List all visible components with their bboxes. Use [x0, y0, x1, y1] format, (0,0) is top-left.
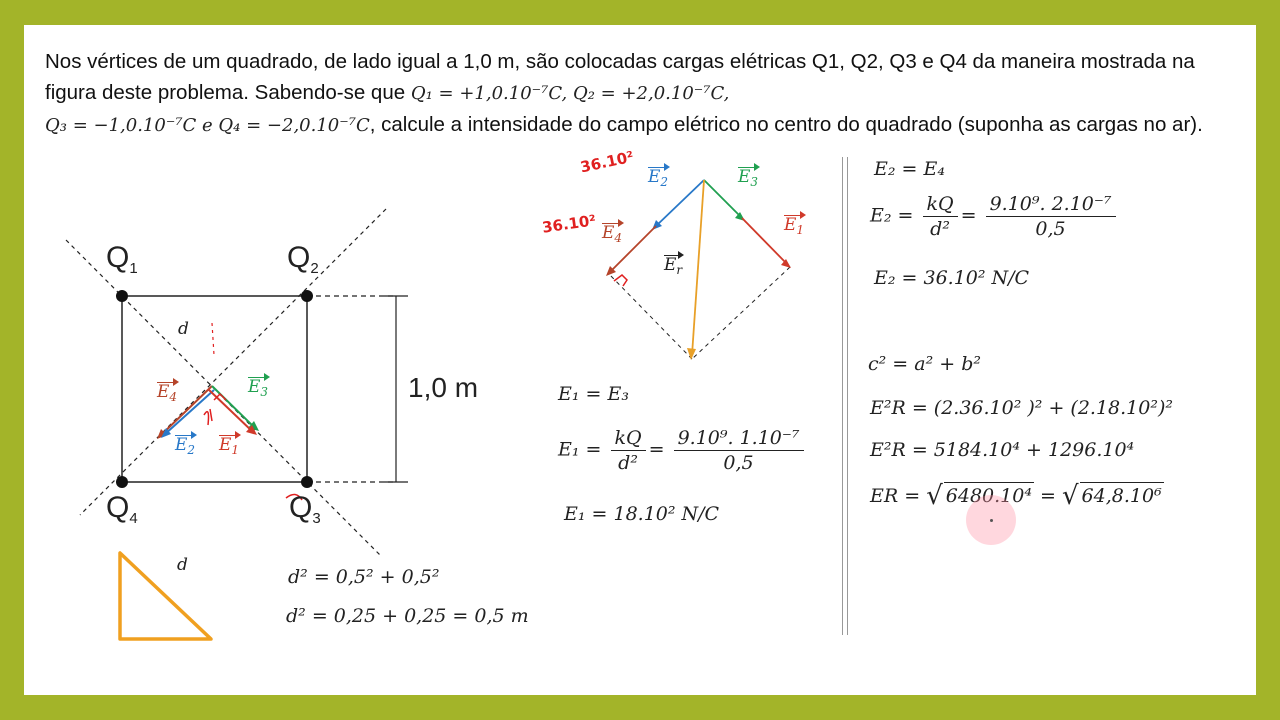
triangle-shape	[120, 553, 211, 639]
er-eq: =	[1040, 485, 1056, 507]
dash-mark	[212, 323, 214, 355]
e1-calc-line3: E₁ = 18.10² N/C	[564, 503, 720, 525]
diag-label-e1: $E_1$	[784, 215, 805, 237]
problem-text-2: , calcule a intensidade do campo elétrico no centro do quadrado (suponha as cargas no ar).	[369, 113, 1203, 136]
diag-vector-er	[692, 180, 704, 355]
q2-expression: Q₂ = +2,0.10⁻⁷C,	[572, 83, 730, 104]
annot-36-top: 36.10²	[578, 147, 636, 177]
label-e1: $E_1$	[219, 435, 240, 457]
side-length-label: 1,0 m	[408, 372, 479, 403]
e2-num2: 9.10⁹. 2.10⁻⁷	[986, 193, 1116, 217]
e2-lhs: E₂ =	[870, 204, 914, 227]
er-root2: 64,8.10⁶	[1080, 482, 1164, 507]
charge-q1	[116, 290, 128, 302]
problem-text-1: Nos vértices de um quadrado, de lado igual a 1,0 m, são colocadas cargas elétricas Q1, Q2, Q3 e Q4 da maneira mostrada na figura deste problema. Sabendo-se que	[45, 50, 1195, 104]
label-e2: $E_2$	[175, 435, 196, 457]
e2-den1: d²	[930, 218, 950, 240]
e1-num2: 9.10⁹. 1.10⁻⁷	[674, 427, 804, 451]
side-dimension	[307, 296, 408, 482]
d-calc-line2: d² = 0,25 + 0,25 = 0,5 m	[286, 605, 529, 627]
e2-calc-line1: E₂ = E₄	[874, 158, 945, 180]
q3-q4-expression: Q₃ = −1,0.10⁻⁷C e Q₄ = −2,0.10⁻⁷C	[45, 115, 370, 136]
divider-line	[842, 157, 848, 635]
e1-calc-line1: E₁ = E₃	[558, 383, 629, 405]
square-figure	[24, 25, 1256, 695]
sqrt-symbol-1: √	[926, 481, 943, 511]
diag-label-e4: $E_4$	[602, 223, 623, 245]
e1-calc-line2: E₁ = $\frac{kQ}{\text{d²}}$ = $\frac{\text{9.10⁹. 1.10⁻⁷}}{0,5}$	[558, 427, 807, 474]
label-q4: $Q_4$	[106, 491, 138, 527]
label-q2: $Q_2$	[287, 241, 319, 277]
diag-vector-e3	[704, 180, 742, 218]
e1-den2: 0,5	[723, 452, 754, 474]
q1-expression: Q₁ = +1,0.10⁻⁷C,	[410, 83, 573, 104]
diag-label-e3: $E_3$	[738, 167, 759, 189]
label-q1: $Q_1$	[106, 241, 138, 277]
slide	[24, 25, 1256, 695]
label-e4: $E_4$	[157, 382, 178, 404]
sqrt-symbol-2: √	[1061, 481, 1079, 511]
d-calc-line1: d² = 0,5² + 0,5²	[288, 566, 440, 588]
vector-diagram-lines	[606, 180, 791, 360]
charge-q2	[301, 290, 313, 302]
diag-label-er: $E_r$	[664, 255, 683, 277]
er-calc-line4	[870, 481, 1164, 511]
diagonal-label: d	[178, 319, 189, 339]
e1-den1: d²	[618, 452, 638, 474]
diag-vector-e1	[742, 218, 788, 265]
diag-label-e2: $E_2$	[648, 167, 669, 189]
annot-36-left: 36.10²	[541, 211, 598, 237]
charge-q3	[301, 476, 313, 488]
e2-num1: kQ	[923, 193, 958, 217]
e2-calc-line2: E₂ = $\frac{kQ}{\text{d²}}$ = $\frac{\text{9.10⁹. 2.10⁻⁷}}{0,5}$	[870, 193, 1119, 240]
label-q3: $Q_3$	[289, 491, 321, 527]
e1-num1: kQ	[611, 427, 646, 451]
label-e3: $E_3$	[248, 377, 269, 399]
e2-den2: 0,5	[1035, 218, 1066, 240]
er-calc-line2: E²R = (2.36.10² )² + (2.18.10²)²	[870, 397, 1173, 419]
er-calc-line1: c² = a² + b²	[868, 353, 981, 375]
er-root1: 6480.10⁴	[944, 482, 1034, 507]
er-calc-line3: E²R = 5184.10⁴ + 1296.10⁴	[870, 439, 1135, 461]
e1-lhs: E₁ =	[558, 438, 602, 461]
charge-q4	[116, 476, 128, 488]
er-lhs: ER =	[870, 485, 921, 507]
triangle-label: d	[177, 555, 188, 575]
pointer-dot	[990, 519, 993, 522]
e2-calc-line3: E₂ = 36.10² N/C	[874, 267, 1030, 289]
